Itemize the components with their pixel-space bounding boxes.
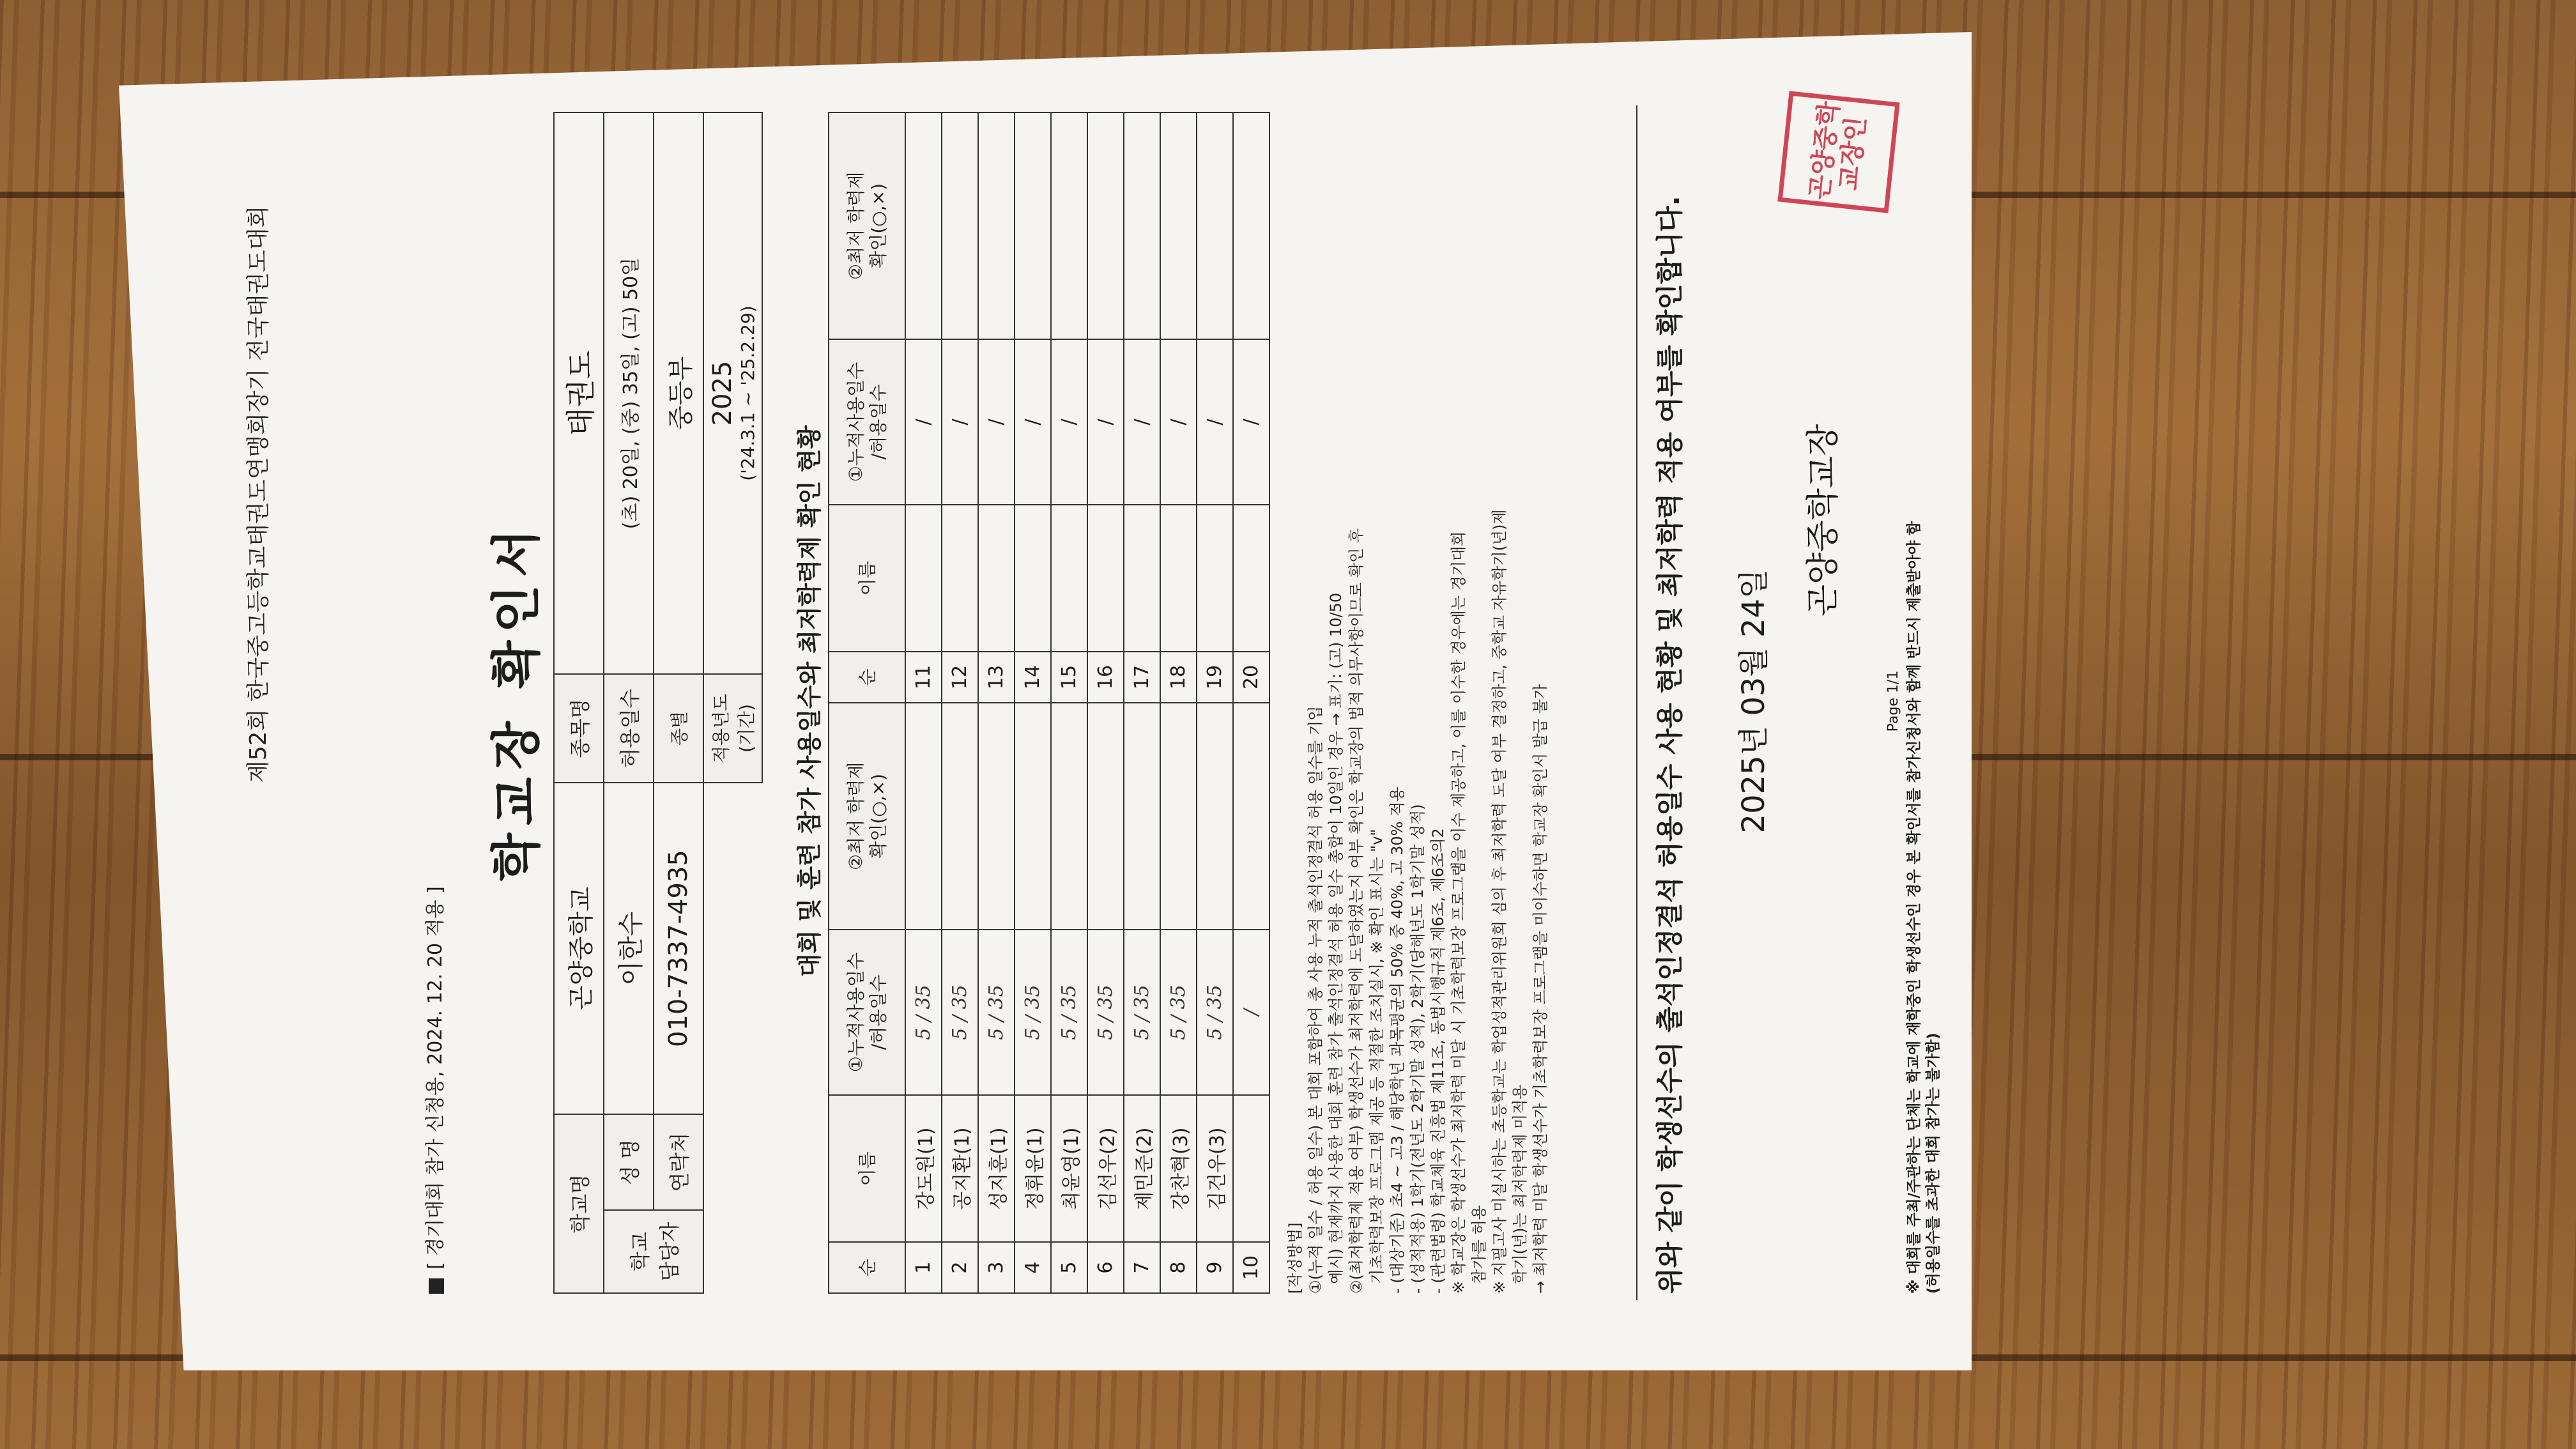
table-row [978,112,1015,1293]
student-name: 김선우(2) [1087,1095,1124,1242]
row-no: 16 [1087,652,1124,703]
roster-table [828,112,1270,1294]
instructions [1285,93,1551,1294]
row-no: 18 [1160,652,1197,703]
min-level-check [978,112,1015,339]
used-days: / [1087,339,1124,505]
row-no: 1 [905,1242,942,1293]
student-name: 정휘윤(1) [1015,1095,1051,1242]
row-no: 11 [905,652,942,703]
col-name-header: 이름 [829,1095,905,1242]
instruction-line: ※ 학교장은 학생선수가 최저학력 미달 시 기초학력보장 프로그램을 이수 제공하고, 이를 이수한 경우에는 경기대회 [1450,531,1468,1294]
min-level-check [978,703,1015,930]
row-no: 6 [1087,1242,1124,1293]
table-row [1087,112,1124,1293]
used-days: 5 / 35 [1197,930,1233,1096]
student-name [905,505,942,652]
page-title: 학교장 확인서 [488,521,546,882]
used-days: / [1124,339,1160,505]
used-days: / [905,339,942,505]
confirmation-statement: 위와 같이 학생선수의 출석인정결석 허용일수 사용 현황 및 최저학력 적용 여부를 확인합니다. [1654,195,1685,1294]
table-row [905,112,942,1293]
student-name: 제민준(2) [1124,1095,1160,1242]
min-level-check [1197,112,1233,339]
row-no: 5 [1051,1242,1087,1293]
student-name [1124,505,1160,652]
student-name [1087,505,1124,652]
used-days: 5 / 35 [978,930,1015,1096]
issue-date: 2025년 03월 24일 [1736,569,1772,834]
instruction-line: - (대상기준) 초4 ~ 고3 / 해당학년 과목평균의 50% 중 40%, 고 30% 적용 [1388,786,1406,1294]
allowed-label: 허용일수 [604,674,654,783]
student-name: 강도원(1) [905,1095,942,1242]
min-level-check [1124,112,1160,339]
used-days: / [978,339,1015,505]
instruction-line: ※ 지필고사 미실시하는 초등학교는 학업성적관리위원회 심의 후 최저학력 도달 여부 결정하고, 중학교 자유학기(년)제 [1491,509,1508,1294]
used-days: 5 / 35 [1051,930,1087,1096]
min-level-check [905,703,942,930]
used-days: 5 / 35 [1160,930,1197,1096]
min-level-check [905,112,942,339]
table-row [1197,112,1233,1293]
event-label: 종목명 [554,674,604,783]
row-no: 14 [1015,652,1051,703]
form-note: [ 경기대회 참가 신청용, 2024. 12. 20 적용 ] [419,886,447,1294]
col-no-header: 순 [829,1242,905,1293]
instruction-line: 학기(년)는 최저학력제 미적용 [1511,1084,1529,1294]
used-days: 5 / 35 [942,930,978,1096]
used-days: / [1051,339,1087,505]
row-no: 20 [1233,652,1269,703]
min-level-check [1160,703,1197,930]
instruction-line: ②(최저학력제 적용 여부) 학생선수가 최저학력에 도달하였는지 여부 확인은 학교장의 법적 의무사항이므로 확인 후 [1347,528,1365,1294]
row-no: 13 [978,652,1015,703]
row-no: 3 [978,1242,1015,1293]
table-row [942,112,978,1293]
competition-title: 제52회 한국중고등학교태권도연맹회장기 전국태권도대회 [245,205,272,783]
instruction-line: ①(누적 일수 / 허용 일수) 본 대회 포함하여 총 사용 누적 출석인정결석 허용 일수를 기입 [1307,705,1324,1294]
row-no: 8 [1160,1242,1197,1293]
col-min-header: ②최저 학력제 확인(○,×) [829,112,905,339]
table-row [1015,112,1051,1293]
min-level-check [942,703,978,930]
used-days: / [1233,339,1269,505]
instruction-line: 기초학력보장 프로그램 제공 등 적절한 조치실시, ※ 확인 표시는 "v" [1368,829,1386,1294]
instruction-line: 예시) 현재까지 사용한 대회 훈련 참가 출석인정결석 허용 일수 총합이 10일인 경우 → 표기: (고) 10/50 [1327,592,1345,1294]
school-value: 곤양중학교 [554,783,604,1114]
min-level-check [1087,703,1124,930]
min-level-check [1051,112,1087,339]
event-value: 태권도 [554,112,604,674]
row-no: 15 [1051,652,1087,703]
student-name [1160,505,1197,652]
divider [1636,105,1637,1300]
used-days: 5 / 35 [1124,930,1160,1096]
manager-label: 학교 담당자 [604,1210,703,1293]
used-days: 5 / 35 [1015,930,1051,1096]
row-no: 7 [1124,1242,1160,1293]
col-days-header: ①누적사용일수 /허용일수 [829,930,905,1096]
category-value: 중등부 [654,112,703,674]
min-level-check [942,112,978,339]
contact-label: 연락처 [654,1114,703,1210]
used-days: / [1233,930,1269,1096]
student-name [1197,505,1233,652]
col-min-header: ②최저 학력제 확인(○,×) [829,703,905,930]
student-name: 김건우(3) [1197,1095,1233,1242]
row-no: 12 [942,652,978,703]
student-name: 성지훈(1) [978,1095,1015,1242]
roster-subtitle: 대회 및 훈련 참가 사용일수와 최저학력제 확인 현황 [795,425,824,977]
category-label: 종별 [654,674,703,783]
page-number: Page 1/1 [1885,670,1901,732]
student-name [978,505,1015,652]
row-no: 17 [1124,652,1160,703]
used-days: / [942,339,978,505]
year-label: 적용년도 (기간) [703,674,762,783]
name-value: 이한수 [604,783,654,1114]
min-level-check [1197,703,1233,930]
row-no: 19 [1197,652,1233,703]
name-label: 성 명 [604,1114,654,1210]
used-days: 5 / 35 [1087,930,1124,1096]
instructions-heading: [작성방법] [1286,1222,1304,1294]
used-days: / [1160,339,1197,505]
row-no: 4 [1015,1242,1051,1293]
row-no: 2 [942,1242,978,1293]
principal-signature: 곤양중학교장 [1804,424,1843,617]
instruction-line: - (관련법령) 학교체육 진흥법 제11조, 동법시행규칙 제6조, 제6조의2 [1429,828,1447,1294]
allowed-value: (초) 20일, (중) 35일, (고) 50일 [604,112,654,674]
min-level-check [1015,112,1051,339]
period-value: ('24.3.1 ~ '25.2.29) [737,305,758,481]
used-days: / [1015,339,1051,505]
table-row [1160,112,1197,1293]
row-no: 9 [1197,1242,1233,1293]
min-level-check [1160,112,1197,339]
min-level-check [1233,703,1269,930]
contact-value: 010-7337-4935 [654,783,703,1114]
col-no-header: 순 [829,652,905,703]
bullet-square-icon [429,1278,444,1294]
official-seal: 곤양중학교장인 [1777,91,1899,213]
school-label: 학교명 [554,1114,604,1293]
year-cell [703,112,762,674]
used-days: / [1197,339,1233,505]
min-level-check [1087,112,1124,339]
used-days: 5 / 35 [905,930,942,1096]
min-level-check [1233,112,1269,339]
year-value: 2025 [707,360,737,426]
student-name: 공지환(1) [942,1095,978,1242]
min-level-check [1051,703,1087,930]
min-level-check [1015,703,1051,930]
footer-note: ※ 대회를 주최/주관하는 단체는 학교에 재학중인 학생선수인 경우 본 확인서를 참가신청서와 함께 반드시 제출받아야 함 (허용일수를 초과한 대회 참가는 불가함) [1906,521,1942,1294]
instruction-line: - (성적적용) 1학기(전년도 2학기말 성적), 2학기(당해년도 1학기말 성적) [1409,804,1427,1294]
info-table [553,112,763,1294]
student-name [1015,505,1051,652]
instruction-line: 참가를 허용 [1470,1205,1488,1294]
table-row [1051,112,1087,1293]
table-row [1124,112,1160,1293]
student-name [1051,505,1087,652]
student-name: 최윤영(1) [1051,1095,1087,1242]
instruction-line: → 최저학력 미달 학생선수가 기초학력보장 프로그램을 미이수하면 학교장 확인서 발급 불가 [1531,684,1549,1294]
row-no: 10 [1233,1242,1269,1293]
student-name [1233,505,1269,652]
col-days-header: ①누적사용일수 /허용일수 [829,339,905,505]
table-row [1233,112,1269,1293]
document [119,32,1972,1370]
student-name [1233,1095,1269,1242]
student-name [942,505,978,652]
col-name-header: 이름 [829,505,905,652]
student-name: 강찬혁(3) [1160,1095,1197,1242]
min-level-check [1124,703,1160,930]
